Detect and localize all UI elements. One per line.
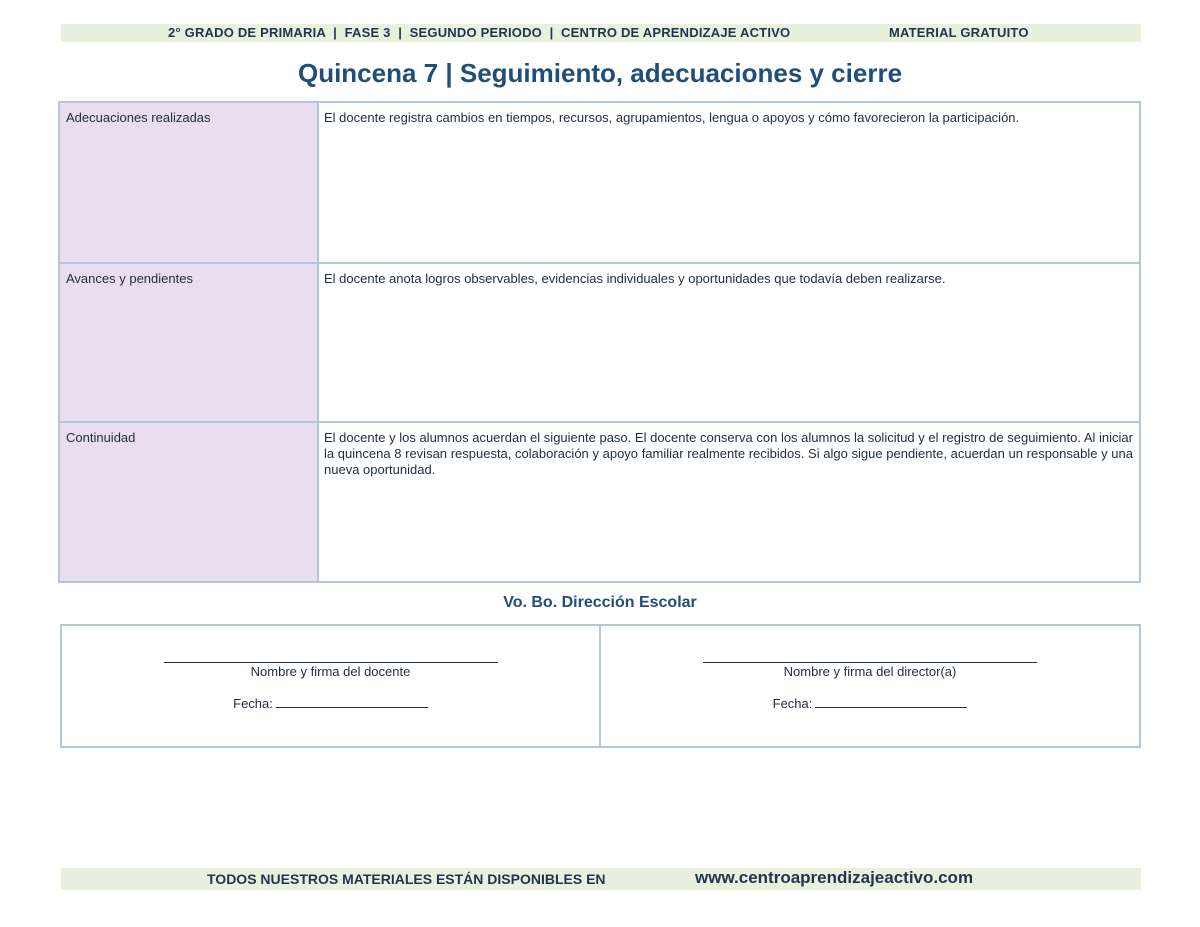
approval-title: Vo. Bo. Dirección Escolar — [503, 594, 697, 611]
director-date-field[interactable] — [601, 696, 1139, 711]
teacher-signature-line — [164, 662, 498, 663]
table-row — [60, 264, 1139, 423]
teacher-date-label: Fecha: — [233, 696, 273, 711]
row-content-avances[interactable]: El docente anota logros observables, evidencias individuales y oportunidades que todavía deben realizarse. — [324, 271, 946, 286]
director-signature-cell[interactable] — [601, 626, 1139, 746]
signature-table — [60, 624, 1141, 748]
director-date-blank[interactable] — [815, 696, 967, 708]
table-row — [60, 423, 1139, 581]
header-free-material: MATERIAL GRATUITO — [889, 25, 1029, 40]
teacher-signature-caption: Nombre y firma del docente — [250, 664, 411, 679]
row-label-avances: Avances y pendientes — [60, 264, 319, 421]
row-label-adecuaciones: Adecuaciones realizadas — [60, 103, 319, 262]
row-content-adecuaciones[interactable]: El docente registra cambios en tiempos, recursos, agrupamientos, lengua o apoyos y cómo favorecieron la participación. — [324, 110, 1020, 125]
director-signature-line — [703, 662, 1037, 663]
teacher-date-blank[interactable] — [276, 696, 428, 708]
header-banner — [61, 24, 1141, 42]
page-title: Quincena 7 | Seguimiento, adecuaciones y cierre — [297, 58, 903, 88]
footer-text: TODOS NUESTROS MATERIALES ESTÁN DISPONIBLES EN — [207, 871, 606, 887]
row-content-continuidad[interactable]: El docente y los alumnos acuerdan el siguiente paso. El docente conserva con los alumnos la solicitud y el registro de seguimiento. Al iniciar la quincena 8 revisan respuesta, colaboración y apoyo familiar realmente recibidos. Si algo sigue pendiente, acuerdan un responsable y una nueva oportunidad. — [324, 430, 1133, 477]
teacher-date-field[interactable] — [62, 696, 599, 711]
tracking-table — [58, 101, 1141, 583]
footer-url-link[interactable]: www.centroaprendizajeactivo.com — [695, 868, 974, 887]
footer-banner — [61, 868, 1141, 890]
header-info: 2° GRADO DE PRIMARIA | FASE 3 | SEGUNDO PERIODO | CENTRO DE APRENDIZAJE ACTIVO — [168, 25, 791, 40]
table-row — [60, 103, 1139, 264]
director-date-label: Fecha: — [772, 696, 813, 711]
director-signature-caption: Nombre y firma del director(a) — [783, 664, 957, 679]
teacher-signature-cell[interactable] — [62, 626, 601, 746]
row-label-continuidad: Continuidad — [60, 423, 319, 581]
